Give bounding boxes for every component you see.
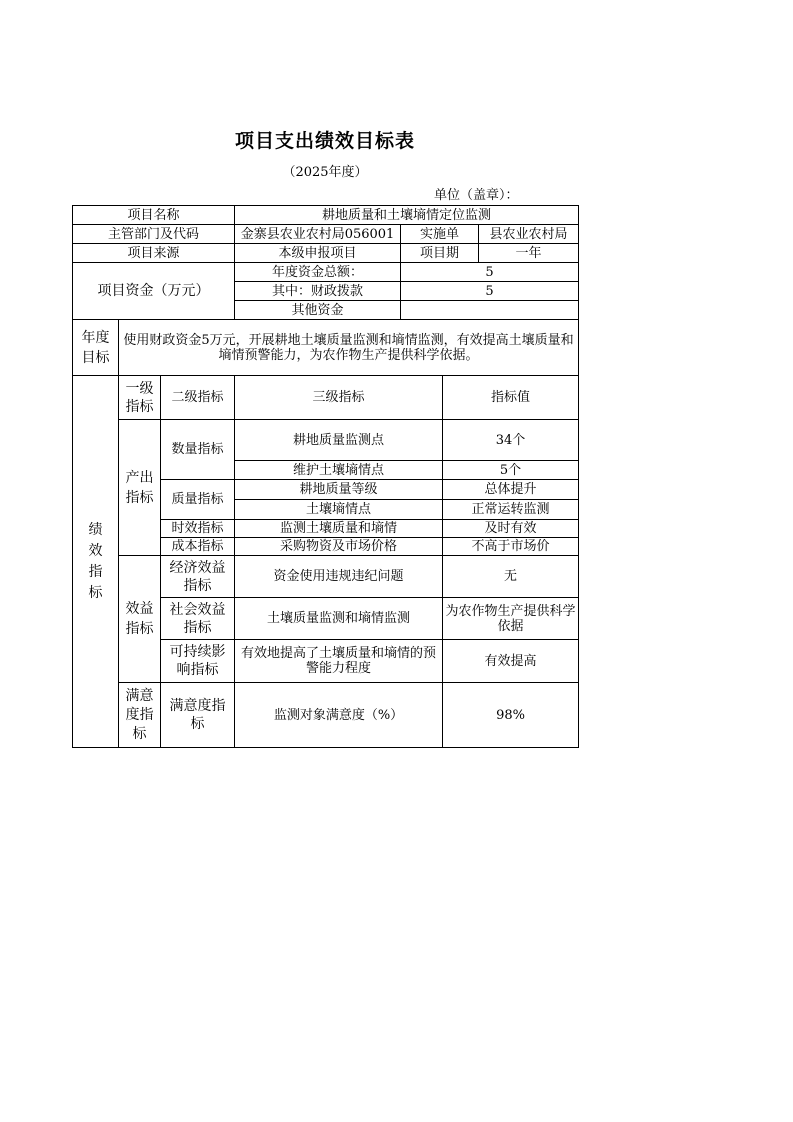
indicator-value: 5个 — [443, 461, 579, 480]
unit-seal-label: 单位（盖章）： — [434, 188, 519, 203]
indicator-row: 监测对象满意度（%） — [235, 683, 443, 748]
indicator-value: 34个 — [443, 420, 579, 461]
indicator-row: 监测土壤质量和墒情 — [235, 520, 443, 538]
indicator-row: 耕地质量监测点 — [235, 420, 443, 461]
source-value: 本级申报项目 — [235, 244, 401, 263]
indicator-value: 为农作物生产提供科学依据 — [443, 598, 579, 640]
other-fund-value — [401, 301, 579, 320]
period-value: 一年 — [479, 244, 579, 263]
project-name: 耕地质量和土壤墒情定位监测 — [235, 206, 579, 225]
annual-total-label: 年度资金总额： — [235, 263, 401, 282]
header-value: 指标值 — [443, 376, 579, 420]
quantity-indicator-label: 数量指标 — [161, 420, 235, 480]
benefit-indicator-label: 效益指标 — [119, 556, 161, 683]
indicator-row: 维护土壤墒情点 — [235, 461, 443, 480]
impl-value: 县农业农村局 — [479, 225, 579, 244]
fiscal-label: 其中：财政拨款 — [235, 282, 401, 301]
dept-label: 主管部门及代码 — [73, 225, 235, 244]
indicator-row: 土壤质量监测和墒情监测 — [235, 598, 443, 640]
economic-indicator-label: 经济效益指标 — [161, 556, 235, 598]
impl-label: 实施单 — [401, 225, 479, 244]
page-title: 项目支出绩效目标表 — [234, 130, 415, 152]
header-level1: 一级指标 — [119, 376, 161, 420]
sustain-indicator-label: 可持续影响指标 — [161, 640, 235, 683]
output-indicator-label: 产出指标 — [119, 420, 161, 556]
indicator-value: 正常运转监测 — [443, 500, 579, 520]
perf-indicator-label: 绩效指标 — [73, 376, 119, 748]
indicator-value: 98% — [443, 683, 579, 748]
timeliness-indicator-label: 时效指标 — [161, 520, 235, 538]
cost-indicator-label: 成本指标 — [161, 538, 235, 556]
fund-label: 项目资金（万元） — [73, 263, 235, 320]
header-level3: 三级指标 — [235, 376, 443, 420]
indicator-row: 采购物资及市场价格 — [235, 538, 443, 556]
performance-table — [72, 205, 579, 748]
indicator-row: 资金使用违规违纪问题 — [235, 556, 443, 598]
fiscal-value: 5 — [401, 282, 579, 301]
indicator-row: 土壤墒情点 — [235, 500, 443, 520]
indicator-value: 总体提升 — [443, 480, 579, 500]
annual-total-value: 5 — [401, 263, 579, 282]
project-name-label: 项目名称 — [73, 206, 235, 225]
indicator-value: 有效提高 — [443, 640, 579, 683]
goal-label: 年度目标 — [73, 320, 119, 376]
satisfaction-indicator-label: 满意度指标 — [119, 683, 161, 748]
indicator-value: 不高于市场价 — [443, 538, 579, 556]
social-indicator-label: 社会效益指标 — [161, 598, 235, 640]
header-level2: 二级指标 — [161, 376, 235, 420]
indicator-row: 有效地提高了土壤质量和墒情的预警能力程度 — [235, 640, 443, 683]
indicator-value: 无 — [443, 556, 579, 598]
year-label: （2025年度） — [282, 165, 368, 180]
goal-text: 使用财政资金5万元，开展耕地土壤质量监测和墒情监测，有效提高土壤质量和墒情预警能力，为农作物生产提供科学依据。 — [119, 320, 579, 376]
satisfaction-level2-label: 满意度指标 — [161, 683, 235, 748]
period-label: 项目期 — [401, 244, 479, 263]
indicator-row: 耕地质量等级 — [235, 480, 443, 500]
other-fund-label: 其他资金 — [235, 301, 401, 320]
dept-value: 金寨县农业农村局056001 — [235, 225, 401, 244]
indicator-value: 及时有效 — [443, 520, 579, 538]
quality-indicator-label: 质量指标 — [161, 480, 235, 520]
source-label: 项目来源 — [73, 244, 235, 263]
